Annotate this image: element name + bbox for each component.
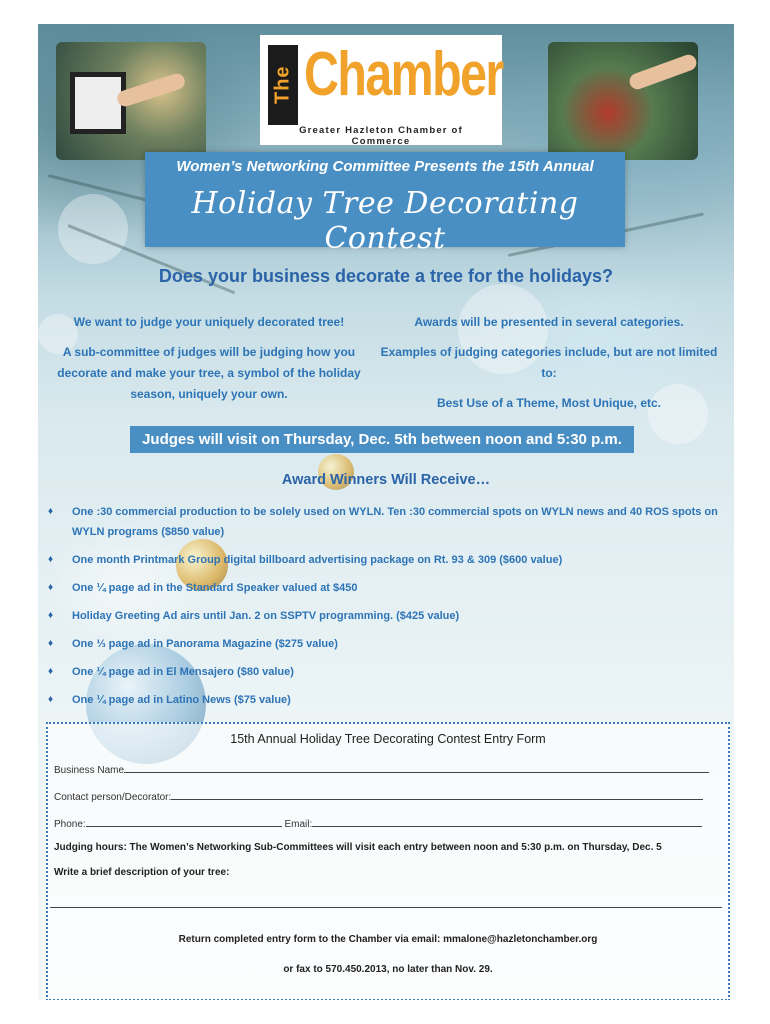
flyer-page	[38, 24, 734, 1000]
email-field[interactable]	[312, 816, 702, 827]
description-label: Write a brief description of your tree:	[54, 867, 230, 878]
diamond-bullet-icon: ♦	[48, 694, 54, 705]
contact-label: Contact person/Decorator:	[54, 792, 172, 803]
title-banner	[145, 152, 625, 256]
business-name-label: Business Name	[54, 765, 125, 776]
phone-label: Phone:	[54, 819, 86, 830]
intro-paragraph: Awards will be presented in several categories.	[414, 315, 684, 329]
diamond-bullet-icon: ♦	[48, 582, 54, 593]
award-item	[38, 550, 734, 570]
logo-subtitle: Greater Hazleton Chamber of Commerce	[299, 125, 463, 147]
intro-right-column	[378, 312, 720, 423]
judges-visit-banner: Judges will visit on Thursday, Dec. 5th between noon and 5:30 p.m.	[130, 426, 634, 453]
judging-hours: Judging hours: The Women’s Networking Sub-Committees will visit each entry between noon and 5:30 p.m. on Thursday, Dec. 5	[54, 842, 662, 853]
banner-presenter: Women’s Networking Committee Presents the 15th Annual	[176, 158, 594, 175]
picture-frame	[70, 72, 126, 134]
award-item	[38, 662, 734, 682]
logo-the: The	[268, 45, 298, 125]
award-text: One ⅓ page ad in Panorama Magazine ($275 value)	[72, 638, 338, 650]
fax-note: or fax to 570.450.2013, no later than Nov. 29.	[283, 964, 493, 975]
decorating-photo-right	[548, 42, 698, 160]
business-name-row	[54, 762, 709, 776]
business-name-field[interactable]	[124, 762, 709, 773]
intro-paragraph: We want to judge your uniquely decorated tree!	[73, 315, 345, 329]
award-item	[38, 606, 734, 626]
award-text: One ¼ page ad in Latino News ($75 value)	[72, 694, 291, 706]
award-item	[38, 690, 734, 710]
diamond-bullet-icon: ♦	[48, 610, 54, 621]
contact-field[interactable]	[171, 789, 703, 800]
intro-paragraph: A sub-committee of judges will be judging how you decorate and make your tree, a symbol of the holiday season, uniquely your own.	[57, 345, 361, 401]
form-title: 15th Annual Holiday Tree Decorating Contest Entry Form	[230, 732, 546, 746]
intro-paragraph: Examples of judging categories include, but are not limited to:	[380, 345, 718, 380]
description-field[interactable]	[50, 906, 722, 908]
contest-title: Holiday Tree Decorating Contest	[191, 186, 579, 256]
award-item	[38, 502, 734, 542]
intro-paragraph: Best Use of a Theme, Most Unique, etc.	[436, 396, 662, 410]
phone-field[interactable]	[86, 816, 282, 827]
award-item	[38, 578, 734, 598]
diamond-bullet-icon: ♦	[48, 506, 54, 517]
awards-title: Award Winners Will Receive…	[281, 472, 491, 488]
award-list	[38, 502, 734, 718]
intro-left-column	[50, 312, 368, 414]
headline: Does your business decorate a tree for the holidays?	[158, 266, 614, 286]
award-text: One ¼ page ad in El Mensajero ($80 value)	[72, 666, 294, 678]
decorating-photo-left	[56, 42, 206, 160]
diamond-bullet-icon: ♦	[48, 638, 54, 649]
award-text: One month Printmark Group digital billboard advertising package on Rt. 93 & 309 ($600 value)	[72, 554, 563, 566]
entry-form	[46, 722, 730, 1000]
contact-row	[54, 789, 703, 803]
phone-email-row	[54, 816, 702, 830]
award-text: One ¼ page ad in the Standard Speaker valued at $450	[72, 582, 358, 594]
hand	[627, 53, 698, 92]
award-text: One :30 commercial production to be solely used on WYLN. Ten :30 commercial spots on WYLN news and 40 ROS spots on WYLN programs ($850 value)	[72, 506, 718, 538]
diamond-bullet-icon: ♦	[48, 554, 54, 565]
award-item	[38, 634, 734, 654]
chamber-logo	[260, 35, 502, 145]
email-label: Email:	[284, 819, 313, 830]
bokeh-light	[58, 194, 128, 264]
return-note: Return completed entry form to the Chamber via email: mmalone@hazletonchamber.org	[178, 934, 598, 945]
award-text: Holiday Greeting Ad airs until Jan. 2 on SSPTV programming. ($425 value)	[72, 610, 460, 622]
diamond-bullet-icon: ♦	[48, 666, 54, 677]
logo-chamber: Chamber	[304, 40, 503, 109]
